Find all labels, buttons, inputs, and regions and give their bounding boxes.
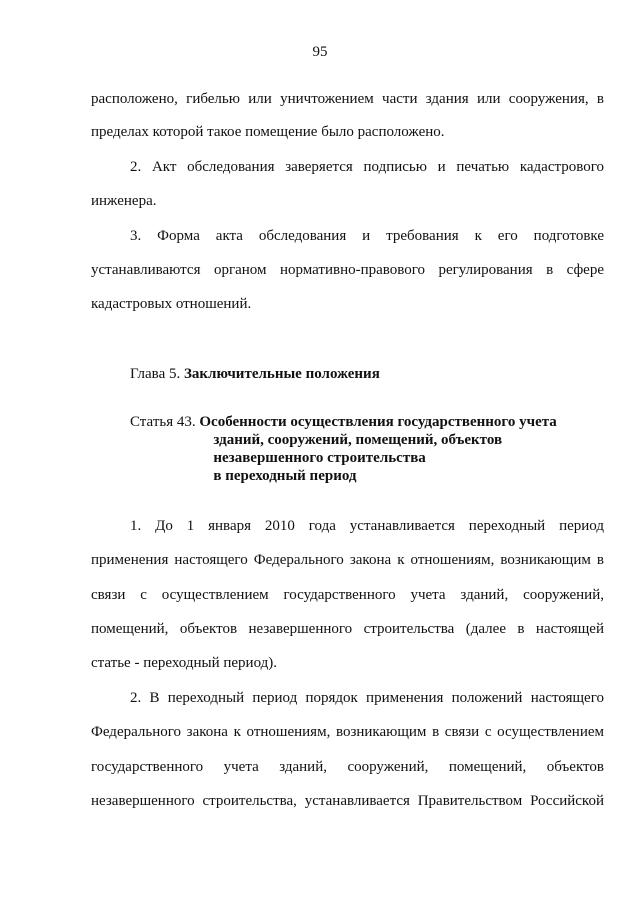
- paragraph-line: помещений, объектов незавершенного строительства (далее в настоящей: [91, 621, 604, 637]
- article-title-line: зданий, сооружений, помещений, объектов: [213, 432, 503, 448]
- chapter-title: Заключительные положения: [183, 366, 380, 382]
- paragraph-line: незавершенного строительства, устанавливается Правительством Российской: [91, 793, 604, 809]
- chapter-label: Глава 5.: [130, 366, 181, 382]
- paragraph-line: статье - переходный период).: [91, 655, 278, 671]
- paragraph-line: связи с осуществлением государственного учета зданий, сооружений,: [91, 587, 604, 603]
- article-title: [199, 413, 556, 485]
- article-title-line: Особенности осуществления государственного учета: [199, 414, 557, 430]
- article-label: Статья 43.: [130, 414, 196, 430]
- paragraph-line: государственного учета зданий, сооружений, помещений, объектов: [91, 759, 604, 775]
- article-title-line: незавершенного строительства: [213, 450, 426, 466]
- paragraph-line: применения настоящего Федерального закона к отношениям, возникающим в: [91, 552, 604, 568]
- paragraph-line: 2. В переходный период порядок применения положений настоящего: [130, 690, 604, 706]
- paragraph-line: кадастровых отношений.: [91, 296, 252, 312]
- article-title-line: в переходный период: [213, 468, 357, 484]
- paragraph-line: расположено, гибелью или уничтожением части здания или сооружения, в: [91, 91, 604, 107]
- page-number: 95: [312, 44, 328, 60]
- paragraph-line: устанавливаются органом нормативно-правового регулирования в сфере: [91, 262, 604, 278]
- paragraph-line: инженера.: [91, 193, 157, 209]
- paragraph-line: пределах которой такое помещение было расположено.: [91, 124, 445, 140]
- paragraph-line: 3. Форма акта обследования и требования к его подготовке: [130, 228, 604, 244]
- paragraph-line: 1. До 1 января 2010 года устанавливается переходный период: [130, 518, 604, 534]
- chapter-heading: [130, 364, 640, 384]
- paragraph-line: 2. Акт обследования заверяется подписью и печатью кадастрового: [130, 159, 604, 175]
- article-heading: [130, 413, 610, 485]
- paragraph-line: Федерального закона к отношениям, возникающим в связи с осуществлением: [91, 724, 604, 740]
